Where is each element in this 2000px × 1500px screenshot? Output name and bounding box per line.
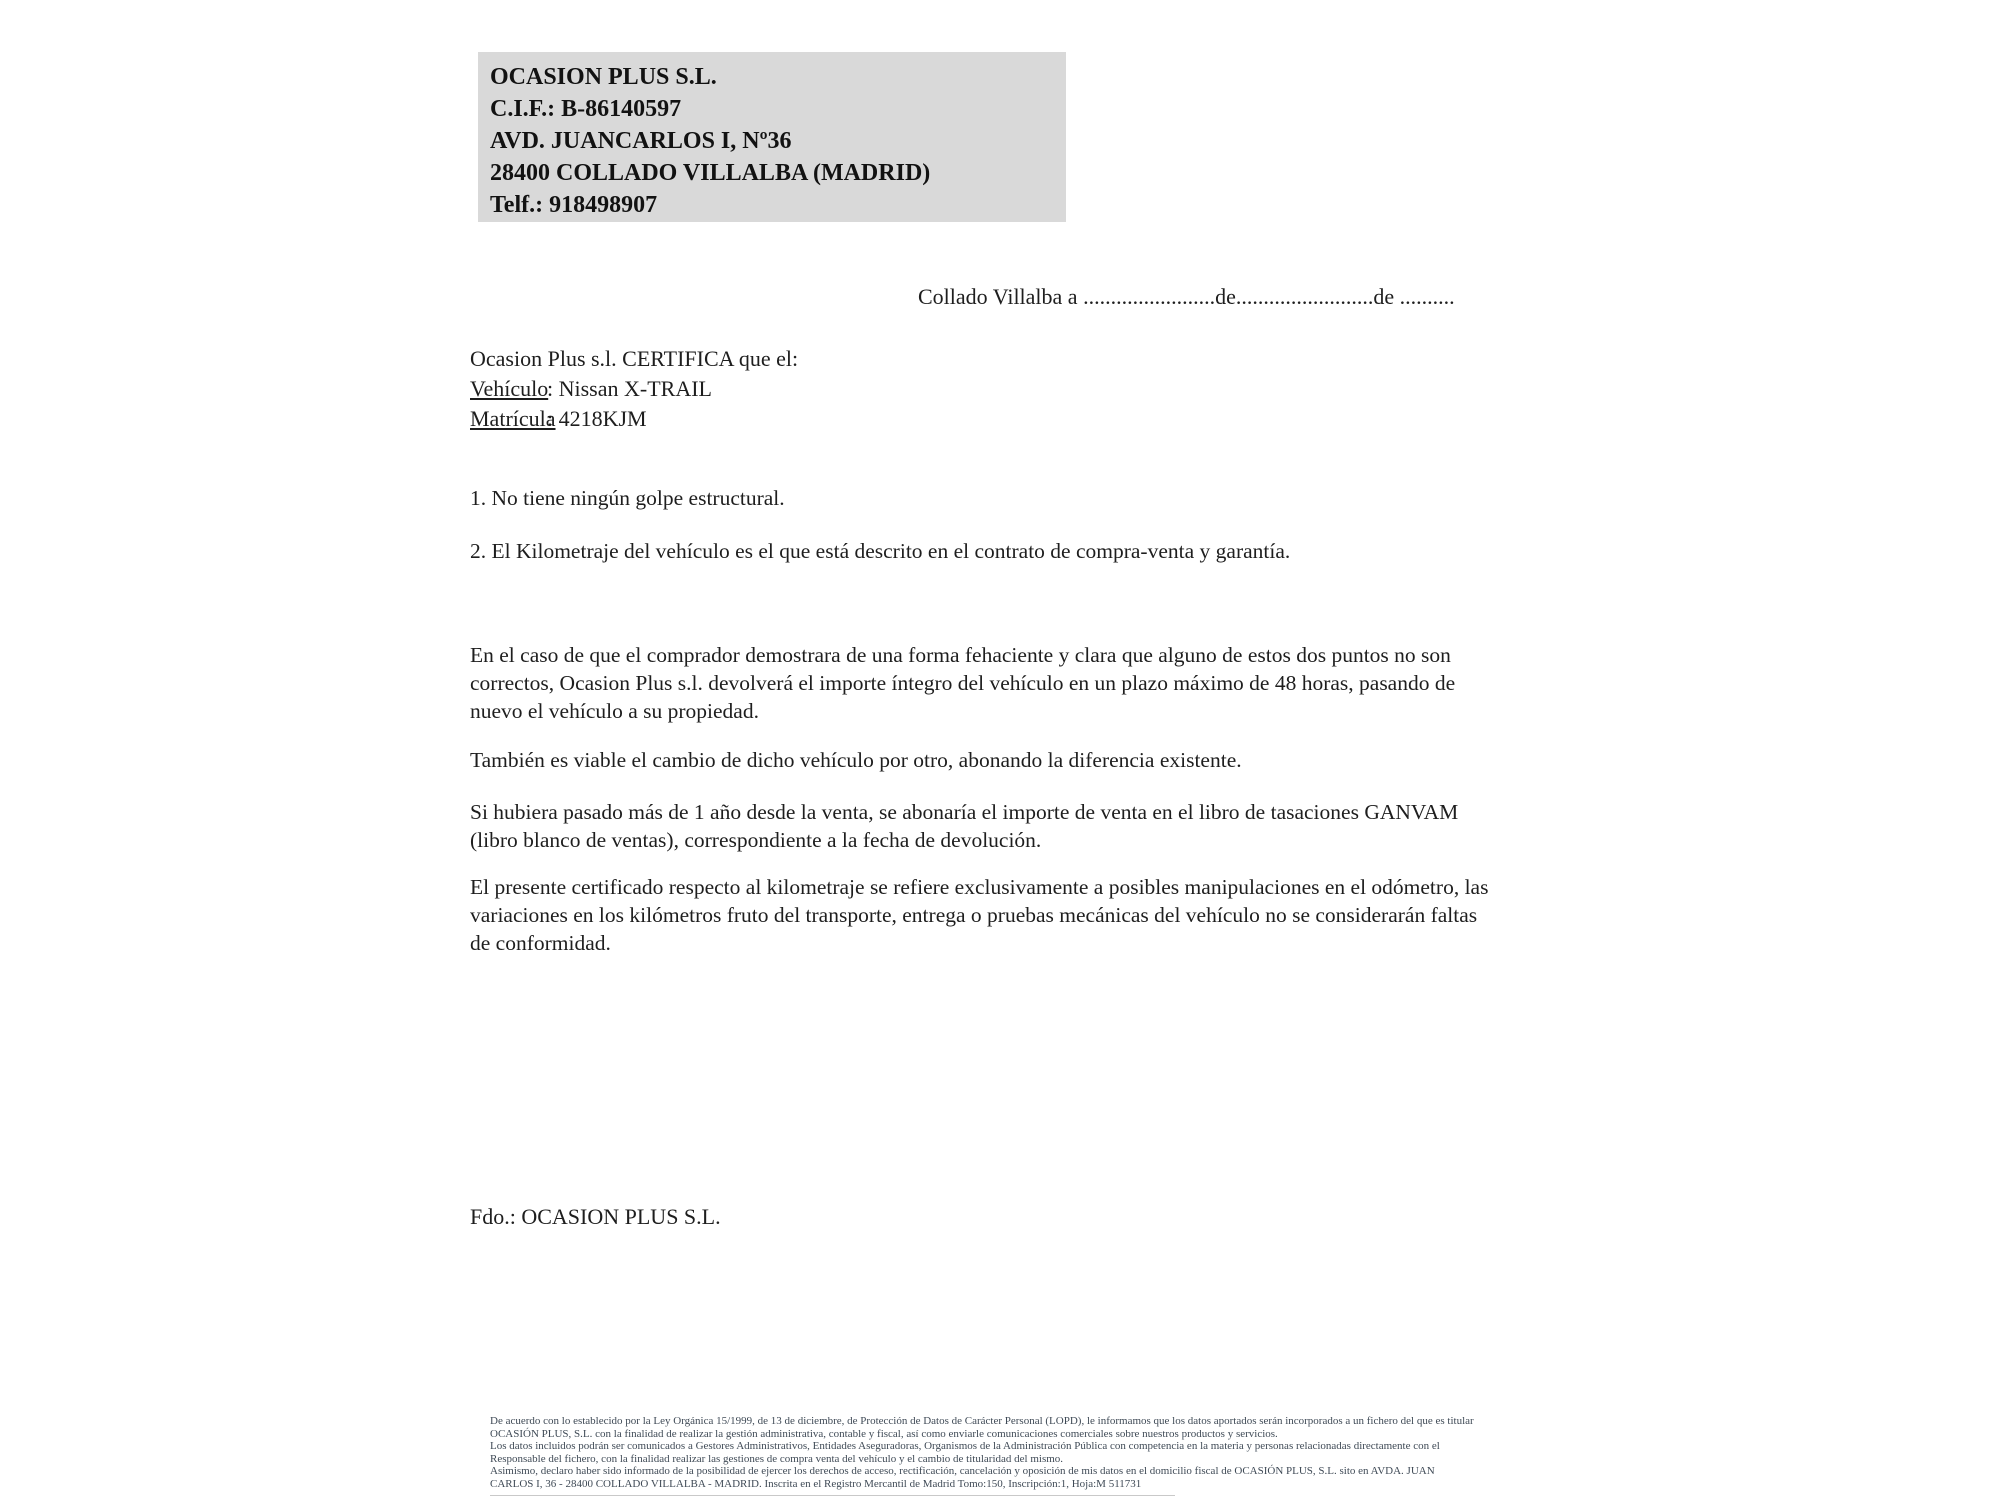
company-cif: C.I.F.: B-86140597: [490, 96, 682, 122]
legal-footer-line-4: Responsable del fichero, con la finalidad realizar las gestiones de compra venta del vehículo y el cambio de titularidad del mismo.: [490, 1452, 1064, 1465]
paragraph-refund-terms: En el caso de que el comprador demostrara de una forma fehaciente y clara que alguno de estos dos puntos no son correctos, Ocasion Plus s.l. devolverá el importe íntegro del vehículo en un plazo máximo de 48 horas, pasando de nuevo el vehículo a su propiedad.: [470, 643, 1456, 723]
company-phone: Telf.: 918498907: [490, 192, 658, 218]
legal-footer-line-2: OCASIÓN PLUS, S.L. con la finalidad de realizar la gestión administrativa, contable y fiscal, así como enviarle comunicaciones comerciales sobre nuestros productos y servicios.: [490, 1427, 1278, 1440]
plate-label: Matrícula: [470, 406, 556, 431]
paragraph-odometer-disclaimer: El presente certificado respecto al kilometraje se refiere exclusivamente a posibles manipulaciones en el odómetro, las variaciones en los kilómetros fruto del transporte, entrega o pruebas mecánicas del vehículo no se considerarán faltas de conformidad.: [470, 875, 1489, 955]
legal-footer-line-5: Asimismo, declaro haber sido informado de la posibilidad de ejercer los derechos de acceso, rectificación, cancelación y oposición de mis datos en el domicilio fiscal de OCASIÓN PLUS, S.L. sito en AVDA. JUAN: [490, 1465, 1435, 1478]
footer-divider: [490, 1495, 1175, 1496]
company-name: OCASION PLUS S.L.: [490, 64, 717, 90]
certification-block: [470, 344, 798, 434]
plate-row: [470, 404, 798, 434]
vehicle-label: Vehículo: [470, 376, 549, 401]
date-place-line: Collado Villalba a ........................de.........................de ..........: [918, 284, 1455, 309]
plate-value: : 4218KJM: [547, 406, 647, 431]
vehicle-row: [470, 374, 798, 404]
legal-footer: [490, 1415, 1500, 1491]
vehicle-value: : Nissan X-TRAIL: [547, 376, 712, 401]
legal-footer-line-1: De acuerdo con lo establecido por la Ley Orgánica 15/1999, de 13 de diciembre, de Protección de Datos de Carácter Personal (LOPD), le informamos que los datos aportados serán incorporados a un fichero del que es titular: [490, 1415, 1474, 1427]
legal-footer-line-6: CARLOS I, 36 - 28400 COLLADO VILLALBA - MADRID. Inscrita en el Registro Mercantil de Madrid Tomo:150, Inscripción:1, Hoja:M 511731: [490, 1477, 1142, 1490]
company-address-city: 28400 COLLADO VILLALBA (MADRID): [490, 160, 931, 186]
paragraph-exchange-option: También es viable el cambio de dicho vehículo por otro, abonando la diferencia existente.: [470, 748, 1242, 772]
certified-point-2: 2. El Kilometraje del vehículo es el que está descrito en el contrato de compra-venta y garantía.: [470, 539, 1291, 563]
signature-line: Fdo.: OCASION PLUS S.L.: [470, 1204, 721, 1229]
certified-point-1: 1. No tiene ningún golpe estructural.: [470, 486, 785, 510]
company-address-street: AVD. JUANCARLOS I, Nº36: [490, 128, 792, 154]
certify-intro: Ocasion Plus s.l. CERTIFICA que el:: [470, 346, 799, 371]
paragraph-ganvam-valuation: Si hubiera pasado más de 1 año desde la venta, se abonaría el importe de venta en el libro de tasaciones GANVAM (libro blanco de ventas), correspondiente a la fecha de devolución.: [470, 800, 1459, 852]
company-header-box: [478, 52, 1066, 222]
legal-footer-line-3: Los datos incluidos podrán ser comunicados a Gestores Administrativos, Entidades Aseguradoras, Organismos de la Administración Pública con competencia en la materia y personas relacionadas directamente con el: [490, 1440, 1440, 1453]
